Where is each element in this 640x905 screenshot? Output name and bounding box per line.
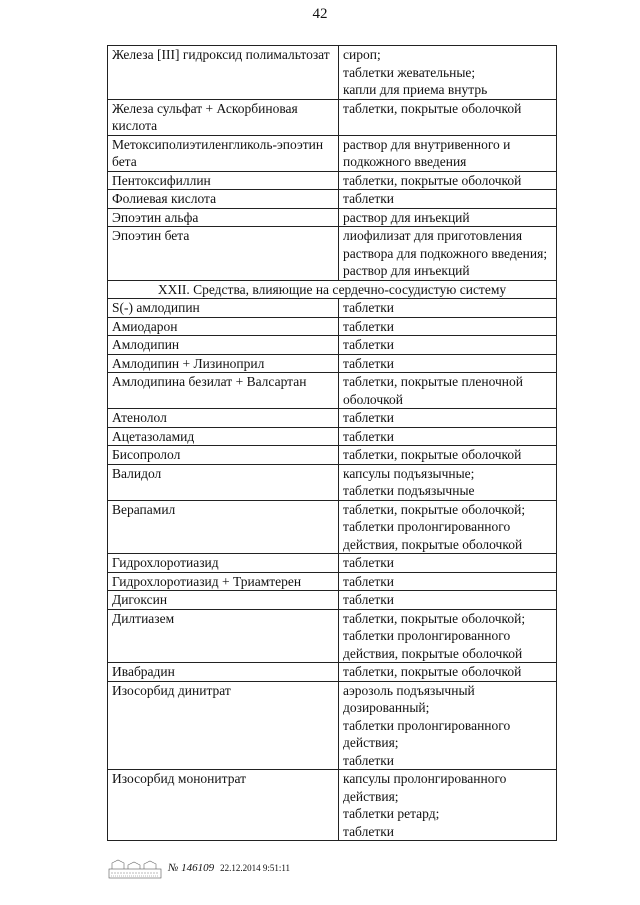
table-row <box>108 373 557 409</box>
drug-name: Эпоэтин бета <box>108 227 339 281</box>
section-title: XXII. Средства, влияющие на сердечно-сосудистую систему <box>108 280 557 299</box>
table-row <box>108 317 557 336</box>
table-row <box>108 572 557 591</box>
dosage-form: лиофилизат для приготовления раствора для подкожного введения; раствор для инъекций <box>339 227 557 281</box>
drug-name: Дилтиазем <box>108 609 339 663</box>
drug-name: Бисопролол <box>108 446 339 465</box>
section-row <box>108 280 557 299</box>
table-row <box>108 299 557 318</box>
drug-name: Гидрохлоротиазид <box>108 554 339 573</box>
doc-datetime: 22.12.2014 9:51:11 <box>220 863 291 873</box>
dosage-form: капсулы пролонгированного действия; таблетки ретард; таблетки <box>339 770 557 841</box>
table-row <box>108 171 557 190</box>
table-row <box>108 591 557 610</box>
drug-name: Амиодарон <box>108 317 339 336</box>
dosage-form: раствор для инъекций <box>339 208 557 227</box>
registration-stamp-icon <box>108 857 162 879</box>
dosage-form: таблетки, покрытые оболочкой <box>339 171 557 190</box>
drug-table <box>107 45 557 841</box>
dosage-form: таблетки <box>339 554 557 573</box>
table-row <box>108 99 557 135</box>
drug-name: Гидрохлоротиазид + Триамтерен <box>108 572 339 591</box>
dosage-form: таблетки, покрытые оболочкой <box>339 446 557 465</box>
table-row <box>108 354 557 373</box>
drug-name: Изосорбид динитрат <box>108 681 339 770</box>
drug-name: Ивабрадин <box>108 663 339 682</box>
drug-name: Амлодипин <box>108 336 339 355</box>
dosage-form: таблетки, покрытые пленочной оболочкой <box>339 373 557 409</box>
table-row <box>108 554 557 573</box>
footer <box>108 857 290 879</box>
table-row <box>108 770 557 841</box>
dosage-form: таблетки <box>339 572 557 591</box>
dosage-form: таблетки <box>339 427 557 446</box>
dosage-form: аэрозоль подъязычный дозированный; таблетки пролонгированного действия; таблетки <box>339 681 557 770</box>
table-row <box>108 46 557 100</box>
table-row <box>108 500 557 554</box>
table-row <box>108 464 557 500</box>
dosage-form: таблетки <box>339 336 557 355</box>
dosage-form: таблетки, покрытые оболочкой <box>339 99 557 135</box>
drug-name: Ацетазоламид <box>108 427 339 446</box>
drug-name: Валидол <box>108 464 339 500</box>
dosage-form: таблетки <box>339 299 557 318</box>
table-row <box>108 336 557 355</box>
table-row <box>108 409 557 428</box>
table-row <box>108 190 557 209</box>
drug-name: Амлодипина безилат + Валсартан <box>108 373 339 409</box>
drug-name: Верапамил <box>108 500 339 554</box>
drug-name: Фолиевая кислота <box>108 190 339 209</box>
page-number: 42 <box>312 6 328 22</box>
drug-name: Атенолол <box>108 409 339 428</box>
drug-name: Железа [III] гидроксид полимальтозат <box>108 46 339 100</box>
drug-name: Дигоксин <box>108 591 339 610</box>
drug-name: Изосорбид мононитрат <box>108 770 339 841</box>
dosage-form: таблетки <box>339 409 557 428</box>
table-row <box>108 427 557 446</box>
drug-name: Амлодипин + Лизиноприл <box>108 354 339 373</box>
dosage-form: таблетки, покрытые оболочкой; таблетки пролонгированного действия, покрытые оболочкой <box>339 609 557 663</box>
drug-name: S(-) амлодипин <box>108 299 339 318</box>
dosage-form: капсулы подъязычные; таблетки подъязычные <box>339 464 557 500</box>
section-header-body <box>108 280 557 299</box>
table-row <box>108 227 557 281</box>
drug-name: Железа сульфат + Аскорбиновая кислота <box>108 99 339 135</box>
table-row <box>108 681 557 770</box>
dosage-form: таблетки <box>339 354 557 373</box>
table-row <box>108 135 557 171</box>
table-row <box>108 446 557 465</box>
table-row <box>108 208 557 227</box>
dosage-form: раствор для внутривенного и подкожного введения <box>339 135 557 171</box>
table-body-after <box>108 299 557 841</box>
drug-name: Метоксиполиэтиленгликоль-эпоэтин бета <box>108 135 339 171</box>
table-row <box>108 663 557 682</box>
doc-number: № 146109 <box>168 862 215 874</box>
dosage-form: таблетки <box>339 190 557 209</box>
dosage-form: таблетки <box>339 591 557 610</box>
dosage-form: таблетки, покрытые оболочкой <box>339 663 557 682</box>
dosage-form: сироп; таблетки жевательные; капли для приема внутрь <box>339 46 557 100</box>
drug-name: Пентоксифиллин <box>108 171 339 190</box>
table-row <box>108 609 557 663</box>
dosage-form: таблетки <box>339 317 557 336</box>
dosage-form: таблетки, покрытые оболочкой; таблетки пролонгированного действия, покрытые оболочкой <box>339 500 557 554</box>
drug-name: Эпоэтин альфа <box>108 208 339 227</box>
table-body-before <box>108 46 557 281</box>
